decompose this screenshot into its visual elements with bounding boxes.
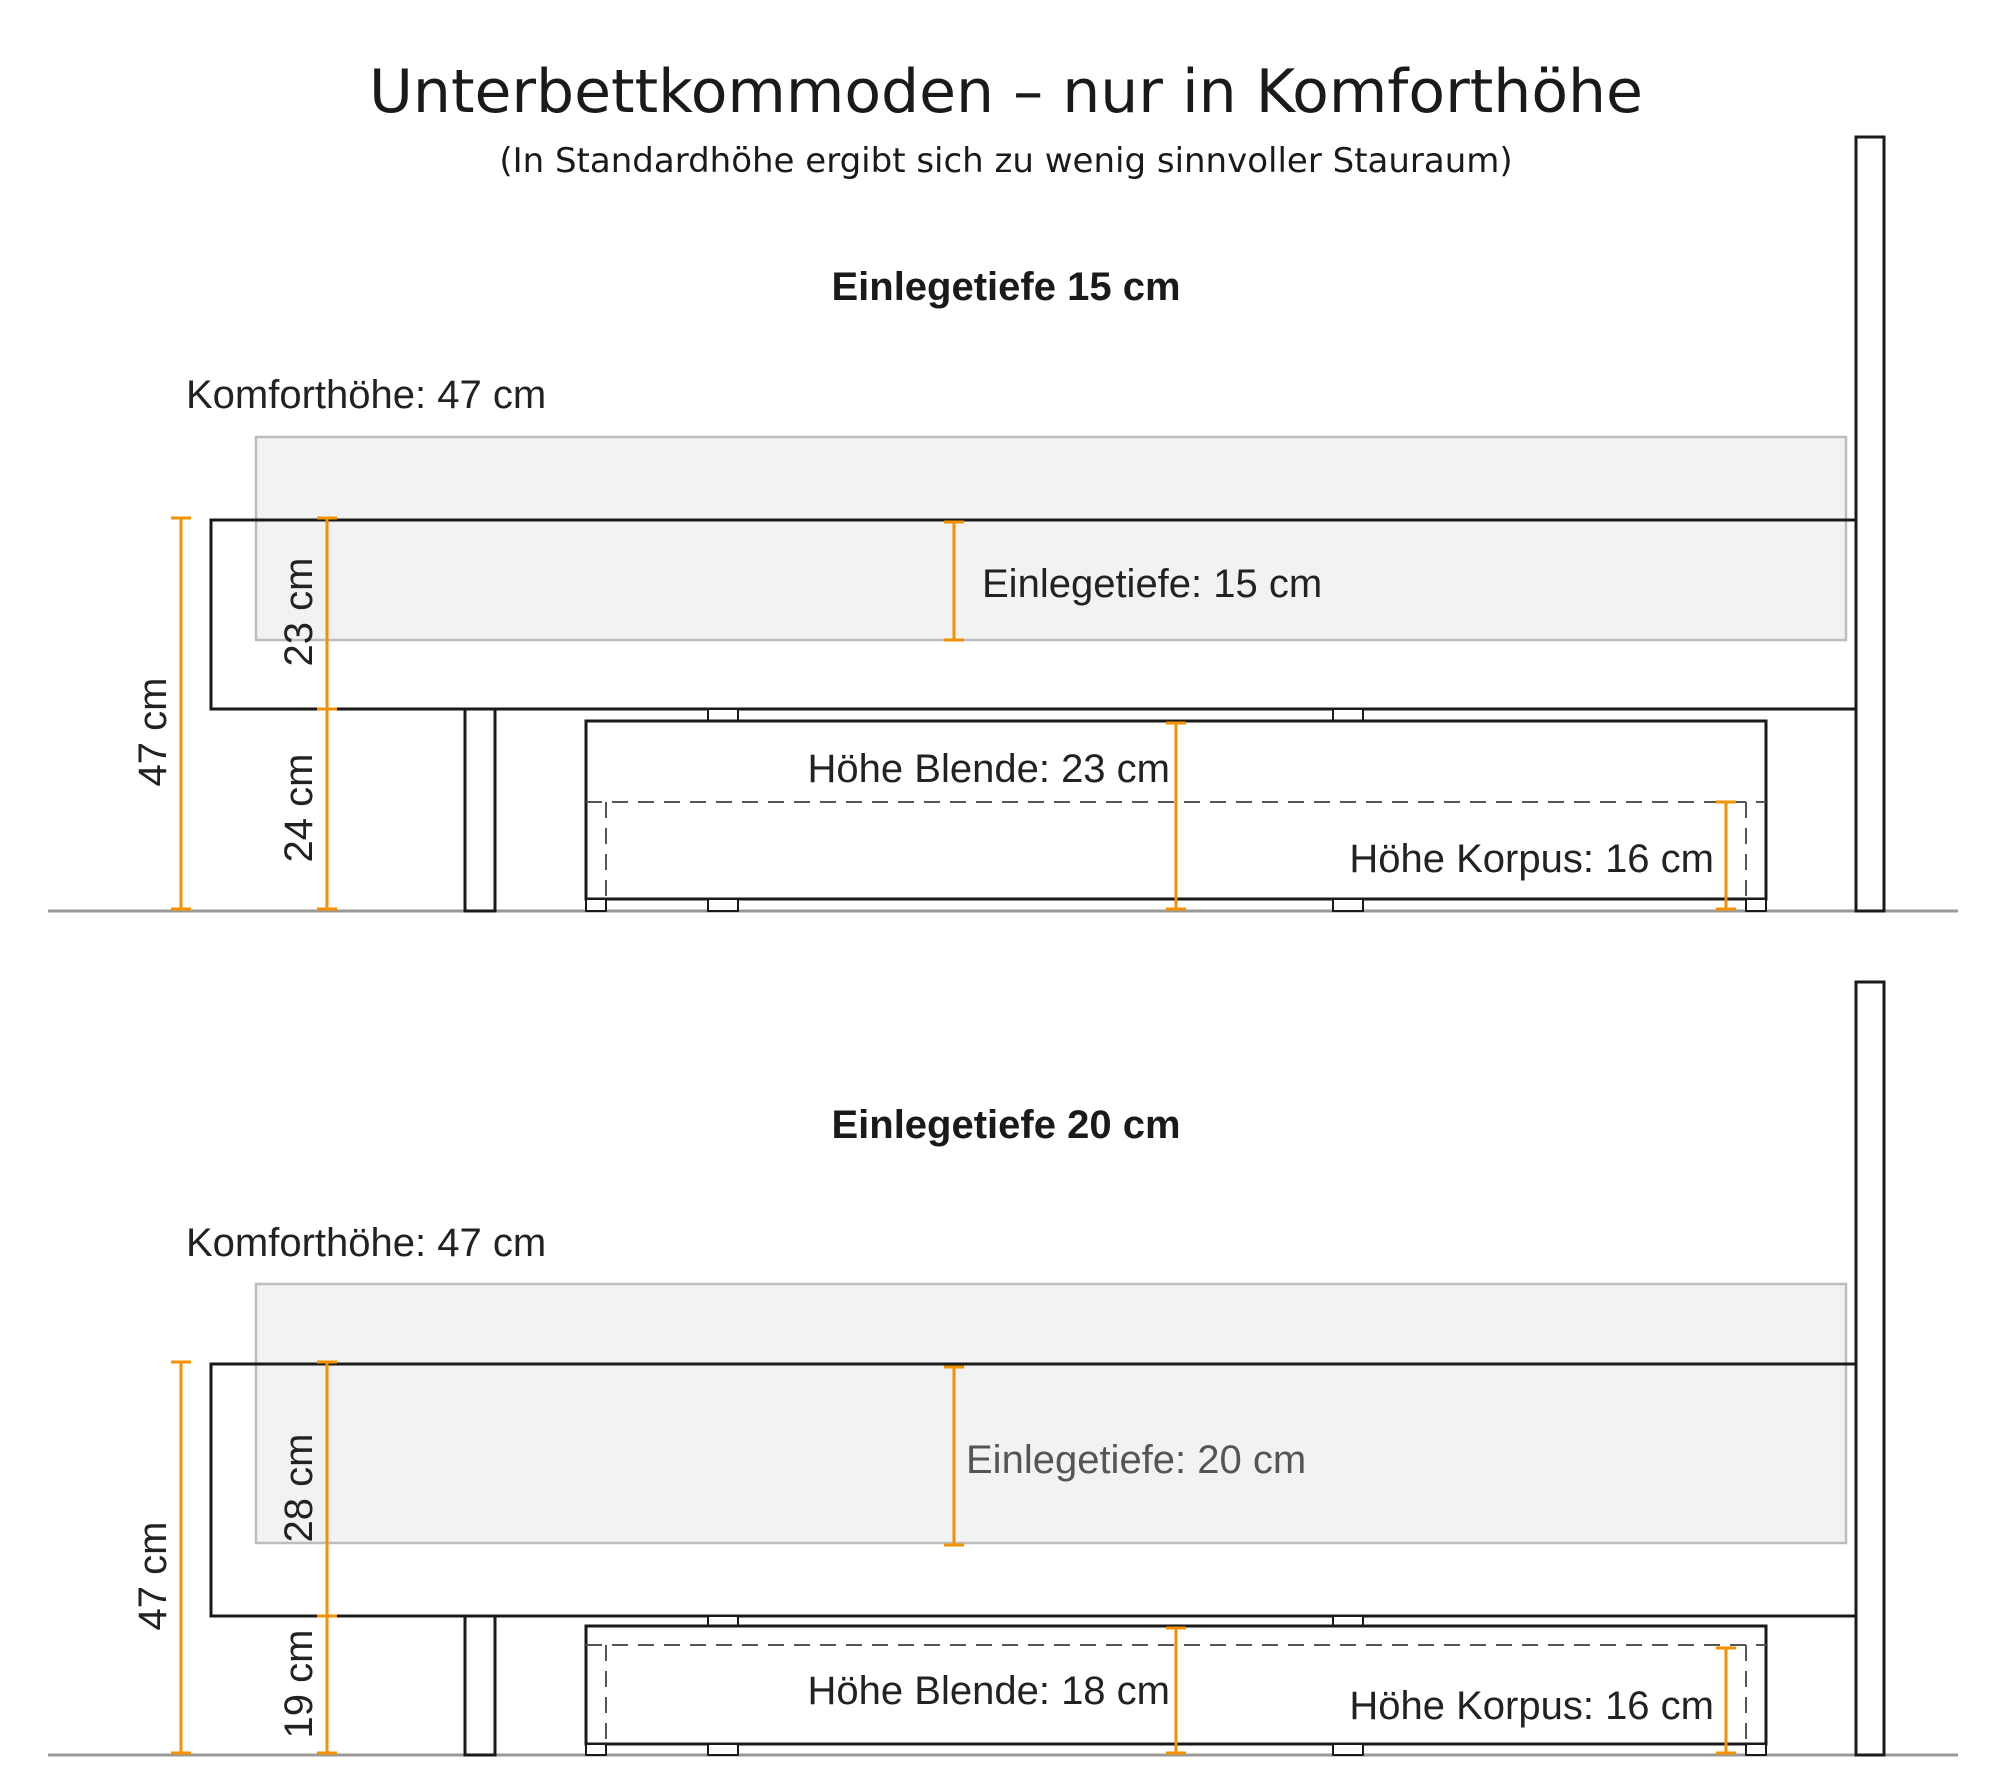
panel-heading: Einlegetiefe 15 cm (831, 265, 1181, 309)
mattress (256, 437, 1846, 640)
dimension-clearance-label: 24 cm (277, 753, 321, 863)
dimension-total-label: 47 cm (131, 677, 175, 787)
panel-einlegetiefe-20 (48, 982, 1958, 1755)
headboard-post (1856, 137, 1884, 911)
drawer-castor (586, 899, 606, 911)
drawer-castor (708, 899, 738, 911)
einlegetiefe-label: Einlegetiefe: 15 cm (982, 562, 1323, 606)
hoehe-blende-label: Höhe Blende: 18 cm (807, 1669, 1170, 1713)
einlegetiefe-label: Einlegetiefe: 20 cm (966, 1438, 1307, 1482)
dimension-clearance-label: 19 cm (277, 1629, 321, 1739)
drawer-castor (1746, 899, 1766, 911)
drawer-castor (1333, 1744, 1363, 1755)
drawer-castor (1333, 899, 1363, 911)
panel-heading: Einlegetiefe 20 cm (831, 1103, 1181, 1147)
drawer-castor (1746, 1744, 1766, 1755)
mattress (256, 1284, 1846, 1543)
dimension-frame-label: 28 cm (277, 1433, 321, 1543)
hoehe-korpus-label: Höhe Korpus: 16 cm (1349, 837, 1714, 881)
panel-einlegetiefe-15 (48, 137, 1958, 911)
dimension-frame-label: 23 cm (277, 557, 321, 667)
bed-leg (465, 709, 495, 911)
komforthoehe-label: Komforthöhe: 47 cm (186, 373, 547, 417)
page-title: Unterbettkommoden – nur in Komforthöhe (369, 57, 1643, 127)
komforthoehe-label: Komforthöhe: 47 cm (186, 1221, 547, 1265)
drawer-castor (708, 1744, 738, 1755)
headboard-post (1856, 982, 1884, 1755)
drawer-support (1333, 709, 1363, 721)
drawer-castor (586, 1744, 606, 1755)
dimension-total-label: 47 cm (131, 1521, 175, 1631)
bed-leg (465, 1616, 495, 1755)
hoehe-korpus-label: Höhe Korpus: 16 cm (1349, 1684, 1714, 1728)
drawer-support (708, 709, 738, 721)
page-subtitle: (In Standardhöhe ergibt sich zu wenig sinnvoller Stauraum) (499, 141, 1513, 181)
hoehe-blende-label: Höhe Blende: 23 cm (807, 747, 1170, 791)
